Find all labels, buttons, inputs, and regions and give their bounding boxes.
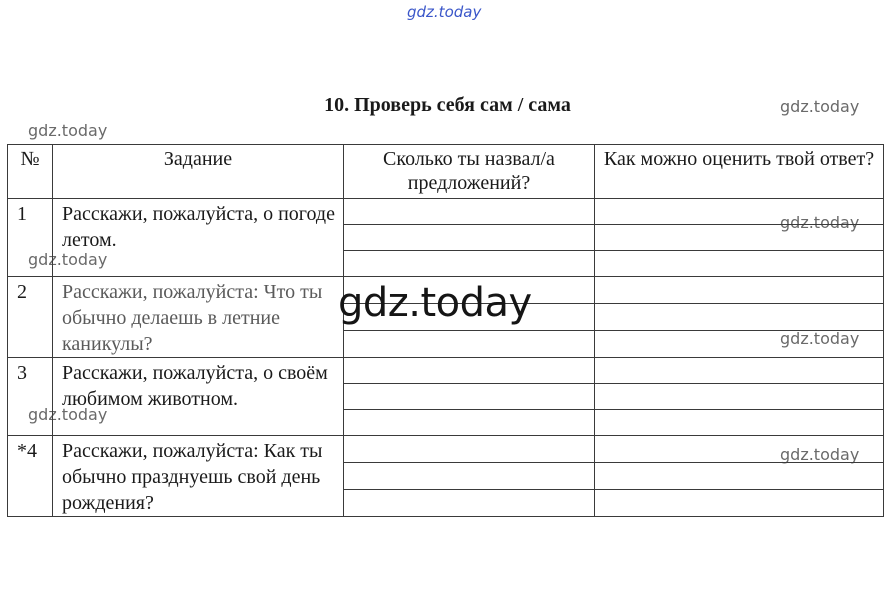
evaluation-cell[interactable] (595, 304, 884, 331)
evaluation-cell[interactable] (595, 384, 884, 410)
evaluation-cell[interactable] (595, 199, 884, 225)
watermark-top: gdz.today (407, 3, 482, 21)
answer-cell[interactable] (344, 463, 595, 490)
watermark: gdz.today (780, 97, 860, 116)
answer-cell[interactable] (344, 199, 595, 225)
watermark: gdz.today (780, 445, 860, 464)
table-row (8, 436, 884, 463)
evaluation-cell[interactable] (595, 358, 884, 384)
evaluation-cell[interactable] (595, 251, 884, 277)
row-number: 3 (8, 358, 53, 436)
row-task: Расскажи, пожалуйста: Как ты обычно празднуешь свой день рождения? (53, 436, 344, 517)
watermark: gdz.today (28, 121, 108, 140)
watermark: gdz.today (28, 405, 108, 424)
page-title: 10. Проверь себя сам / сама (324, 94, 571, 116)
table-row (8, 199, 884, 225)
answer-cell[interactable] (344, 436, 595, 463)
answer-cell[interactable] (344, 490, 595, 517)
answer-cell[interactable] (344, 331, 595, 358)
evaluation-cell[interactable] (595, 410, 884, 436)
evaluation-cell[interactable] (595, 436, 884, 463)
watermark-large: gdz.today (338, 280, 532, 326)
answer-cell[interactable] (344, 251, 595, 277)
table-row (8, 358, 884, 384)
self-check-table (7, 144, 884, 517)
row-task: Расскажи, пожалуйста: Что ты обычно делаешь в летние каникулы? (53, 277, 344, 358)
evaluation-cell[interactable] (595, 225, 884, 251)
answer-cell[interactable] (344, 384, 595, 410)
answer-cell[interactable] (344, 225, 595, 251)
row-number: 2 (8, 277, 53, 358)
header-sentences-count: Сколько ты назвал/а предложений? (344, 145, 595, 199)
watermark: gdz.today (780, 329, 860, 348)
header-evaluation: Как можно оценить твой ответ? (595, 145, 884, 199)
header-task: Задание (53, 145, 344, 199)
evaluation-cell[interactable] (595, 277, 884, 304)
evaluation-cell[interactable] (595, 463, 884, 490)
evaluation-cell[interactable] (595, 490, 884, 517)
header-number: № (8, 145, 53, 199)
row-task: Расскажи, пожалуйста, о своём любимом животном. (53, 358, 344, 436)
evaluation-cell[interactable] (595, 331, 884, 358)
row-number: 1 (8, 199, 53, 277)
watermark: gdz.today (28, 250, 108, 269)
table-header-row (8, 145, 884, 199)
row-number: *4 (8, 436, 53, 517)
row-task: Расскажи, пожалуйста, о погоде летом. (53, 199, 344, 277)
watermark: gdz.today (780, 213, 860, 232)
answer-cell[interactable] (344, 358, 595, 384)
answer-cell[interactable] (344, 410, 595, 436)
